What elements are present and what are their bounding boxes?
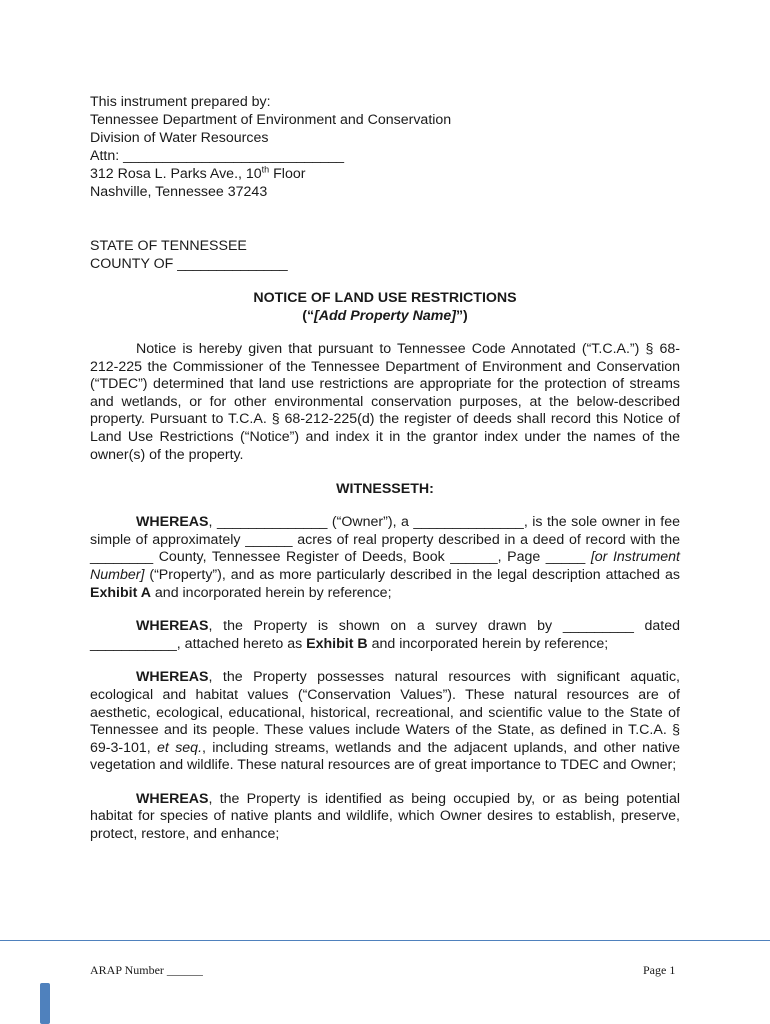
- notice-title: NOTICE OF LAND USE RESTRICTIONS: [253, 290, 517, 306]
- preparer-address: 312 Rosa L. Parks Ave., 10th Floor: [90, 164, 306, 182]
- margin-accent-bar: [40, 983, 50, 1024]
- venue-state: STATE OF TENNESSEE: [90, 238, 247, 254]
- notice-paragraph: Notice is hereby given that pursuant to Tennessee Code Annotated (“T.C.A.”) § 68-212-225 the Commissioner of the Tennessee Department of Environment and Conservation (“TDEC”) determined that land use restrictions are appropriate for the protection of streams and wetlands, or for other environmental conservation purposes, at the below-described property. Pursuant to T.C.A. § 68-212-225(d) the register of deeds shall record this Notice of Land Use Restrictions (“Notice”) and index it in the grantor index under the names of the owner(s) of the property.: [90, 341, 680, 463]
- document-page: [90, 93, 680, 844]
- venue-block: [90, 237, 680, 273]
- witnesseth-heading: WITNESSETH:: [336, 481, 434, 498]
- preparer-dept: Tennessee Department of Environment and Conservation: [90, 112, 452, 128]
- venue-county: COUNTY OF ______________: [90, 256, 288, 272]
- footer-arap-number: ARAP Number ______: [90, 963, 203, 977]
- property-name-line: (“[Add Property Name]”): [302, 308, 468, 324]
- whereas-resources-paragraph: WHEREAS, the Property possesses natural resources with significant aquatic, ecological and habitat values (“Conservation Values”). These natural resources are of aesthetic, ecological, educational, historical, recreational, and scientific value to the State of Tennessee and its people. These values include Waters of the State, as defined in T.C.A. § 69-3-101, et seq., including streams, wetlands and the adjacent uplands, and other native vegetation and wildlife. These natural resources are of great importance to TDEC and Owner;: [90, 669, 680, 774]
- preparer-block: [90, 93, 680, 201]
- footer-page-number: Page 1: [643, 963, 676, 977]
- whereas-habitat-paragraph: WHEREAS, the Property is identified as being occupied by, or as being potential habitat for species of native plants and wildlife, which Owner desires to establish, preserve, protect, restore, and enhance;: [90, 790, 680, 843]
- whereas-survey-paragraph: WHEREAS, the Property is shown on a survey drawn by _________ dated ___________, attached hereto as Exhibit B and incorporated herein by reference;: [90, 618, 680, 652]
- preparer-attn: Attn: ____________________________: [90, 148, 345, 164]
- preparer-city: Nashville, Tennessee 37243: [90, 184, 268, 200]
- footer-rule: [0, 940, 770, 941]
- preparer-division: Division of Water Resources: [90, 130, 269, 146]
- whereas-owner-paragraph: WHEREAS, ______________ (“Owner”), a ______________, is the sole owner in fee simple of approximately ______ acres of real property described in a deed of record with the ________ County, Tennessee Register of Deeds, Book ______, Page _____ [or Instrument Number] (“Property”), and as more particularly described in the legal description attached as Exhibit A and incorporated herein by reference;: [90, 514, 680, 601]
- preparer-heading: This instrument prepared by:: [90, 94, 271, 110]
